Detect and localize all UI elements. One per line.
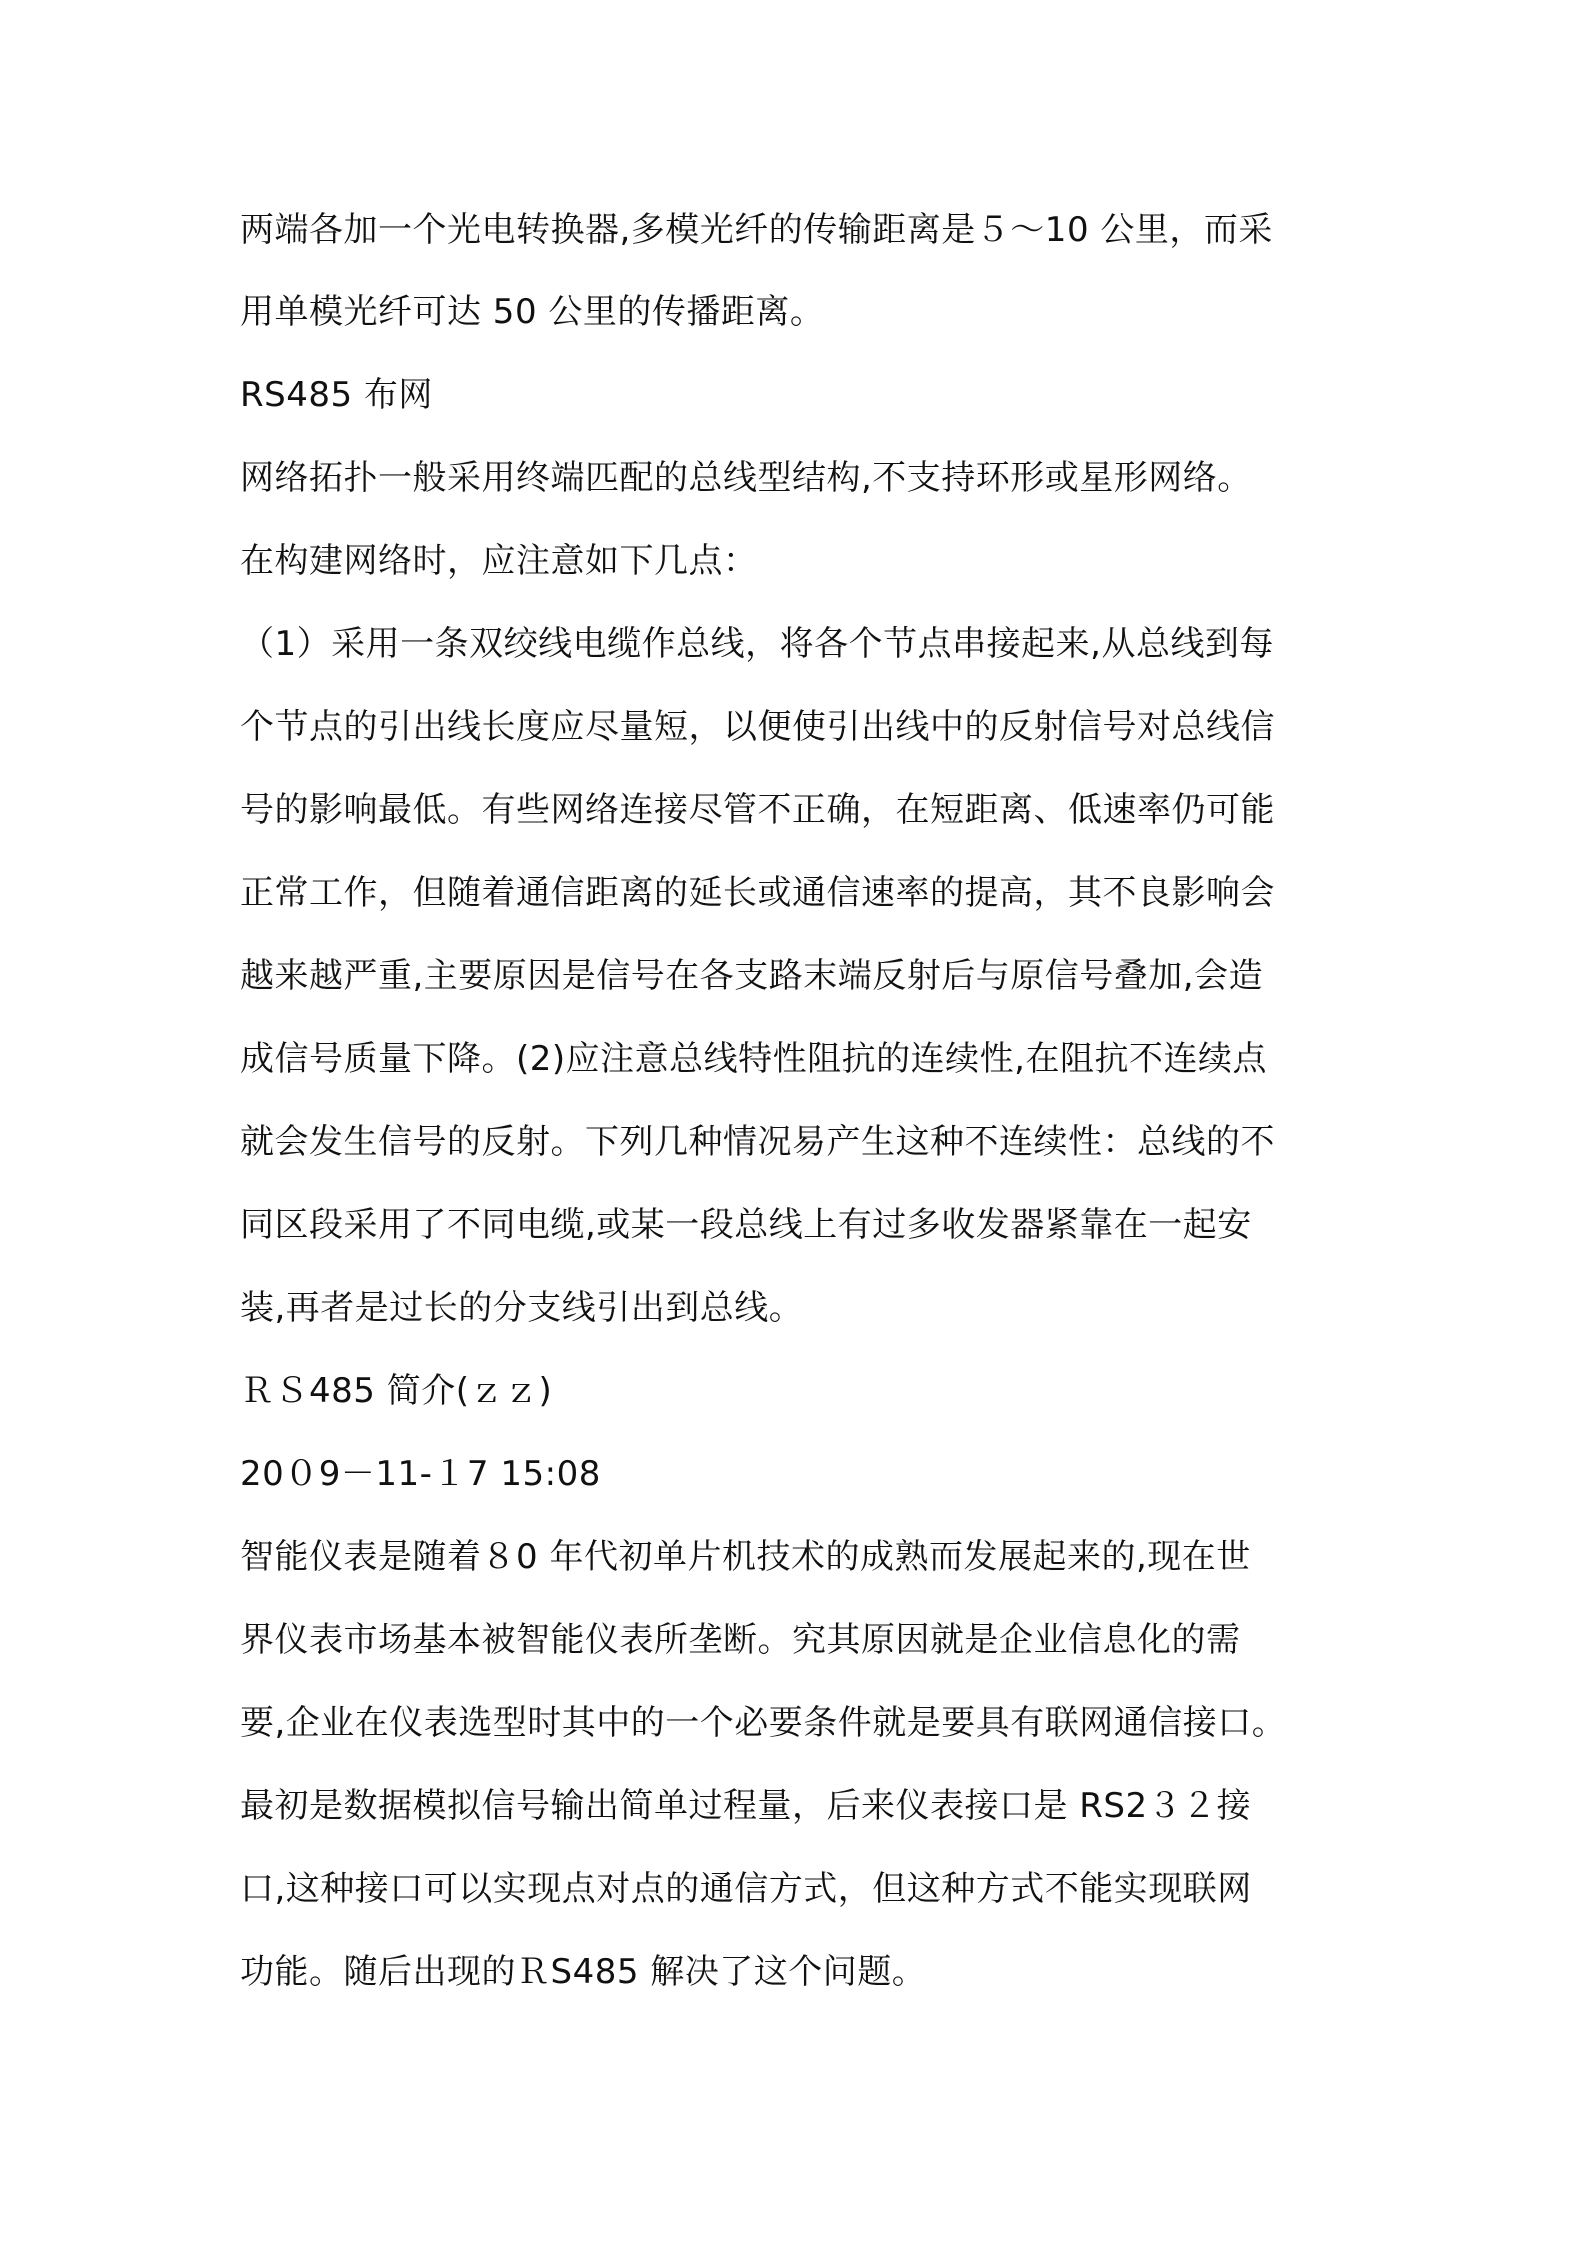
text-line: 就会发生信号的反射。下列几种情况易产生这种不连续性：总线的不 [240,1122,1275,1162]
text-line: 网络拓扑一般采用终端匹配的总线型结构,不支持环形或星形网络。 [240,458,1252,498]
text-line: 功能。随后出现的ＲS485 解决了这个问题。 [240,1952,927,1992]
text-line: 用单模光纤可达 50 公里的传播距离。 [240,292,825,332]
text-line: 口,这种接口可以实现点对点的通信方式，但这种方式不能实现联网 [240,1869,1252,1909]
text-line: 越来越严重,主要原因是信号在各支路末端反射后与原信号叠加,会造 [240,956,1264,996]
text-line: 号的影响最低。有些网络连接尽管不正确，在短距离、低速率仍可能 [240,790,1275,830]
text-line: 在构建网络时，应注意如下几点： [240,541,758,581]
text-line: 成信号质量下降。(2)应注意总线特性阻抗的连续性,在阻抗不连续点 [240,1039,1267,1079]
article-title: ＲＳ485 简介(ｚｚ) [240,1371,553,1411]
text-line: 个节点的引出线长度应尽量短，以便使引出线中的反射信号对总线信 [240,707,1275,747]
text-line: 界仪表市场基本被智能仪表所垄断。究其原因就是企业信息化的需 [240,1620,1241,1660]
text-line: 智能仪表是随着８0 年代初单片机技术的成熟而发展起来的,现在世 [240,1537,1251,1577]
text-line: 最初是数据模拟信号输出简单过程量，后来仪表接口是 RS2３２接 [240,1786,1252,1826]
text-line: 正常工作，但随着通信距离的延长或通信速率的提高，其不良影响会 [240,873,1275,913]
article-date: 20０9－11-１7 15:08 [240,1454,601,1494]
text-line: 两端各加一个光电转换器,多模光纤的传输距离是５～10 公里，而采 [240,210,1273,250]
text-line: （1）采用一条双绞线电缆作总线，将各个节点串接起来,从总线到每 [240,624,1274,664]
text-line: 要,企业在仪表选型时其中的一个必要条件就是要具有联网通信接口。 [240,1703,1287,1743]
text-line: 装,再者是过长的分支线引出到总线。 [240,1288,804,1328]
text-line: 同区段采用了不同电缆,或某一段总线上有过多收发器紧靠在一起安 [240,1205,1252,1245]
section-heading: RS485 布网 [240,375,433,415]
